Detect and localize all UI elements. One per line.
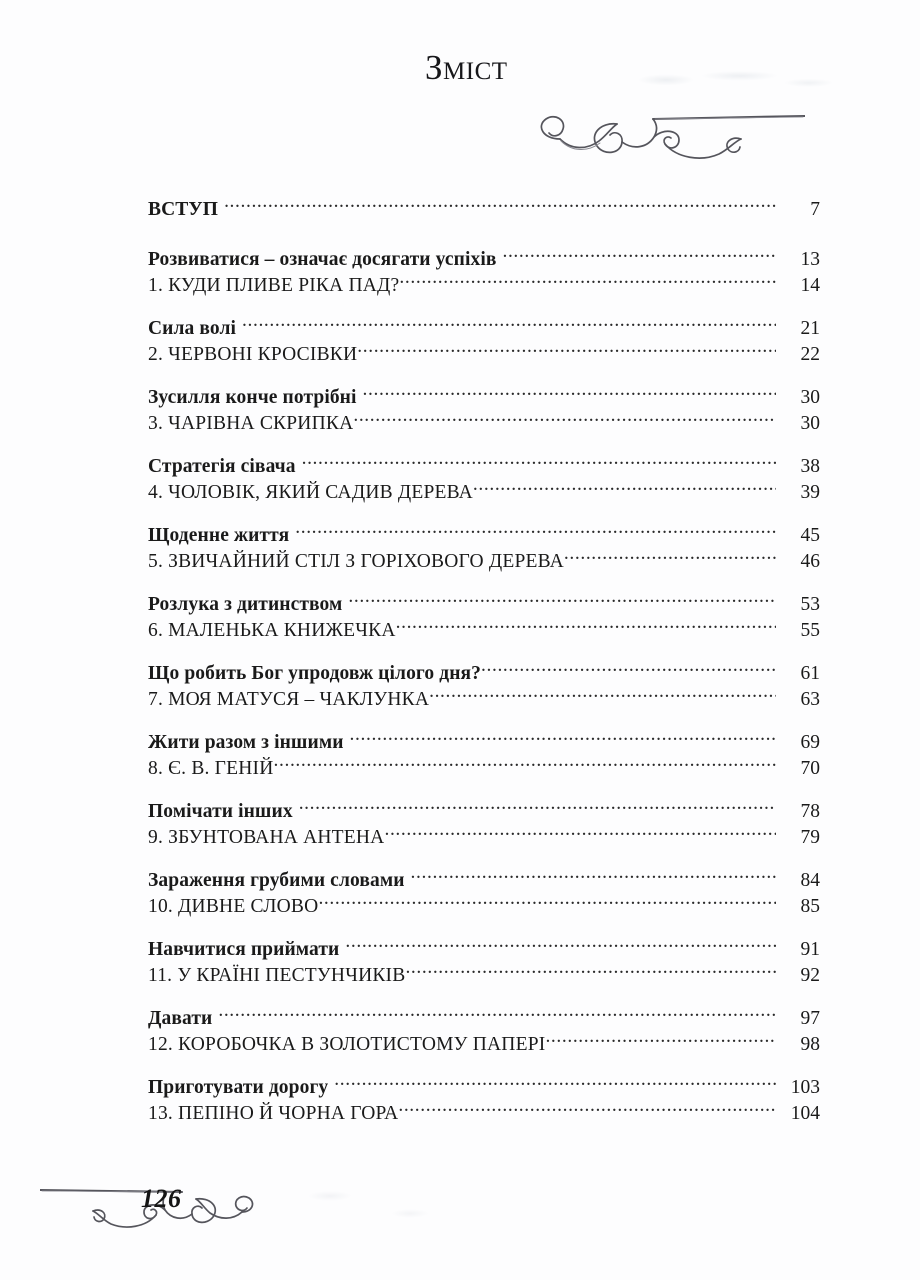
toc-entry[interactable] (148, 653, 820, 684)
toc-entry-label: 11. У КРАЇНІ ПЕСТУНЧИКІВ (148, 965, 406, 986)
page-footer (0, 1160, 920, 1280)
toc-dot-leader (384, 817, 776, 843)
toc-group (148, 653, 820, 710)
page-header (0, 0, 920, 180)
toc-entry-label: 2. ЧЕРВОНІ КРОСІВКИ (148, 344, 358, 365)
toc-group (148, 791, 820, 848)
toc-group (148, 189, 820, 220)
toc-dot-leader (334, 1067, 776, 1093)
toc-entry[interactable] (148, 515, 820, 546)
flourish-ornament-icon (505, 92, 805, 172)
toc-entry-label: Жити разом з іншими (148, 732, 344, 753)
toc-entry-page-number: 53 (800, 594, 820, 615)
toc-entry-label: Приготувати дорогу (148, 1077, 329, 1098)
toc-entry-label: Помічати інших (148, 801, 293, 822)
toc-entry-label: Зусилля конче потрібні (148, 387, 357, 408)
toc-entry-label: Розвиватися – означає досягати успіхів (148, 249, 497, 270)
toc-dot-leader (224, 189, 776, 215)
toc-entry-page-number: 21 (800, 318, 820, 339)
page-title: Зміст (425, 48, 508, 87)
toc-entry-label: 10. ДИВНЕ СЛОВО (148, 896, 319, 917)
toc-entry-label: 5. ЗВИЧАЙНИЙ СТІЛ З ГОРІХОВОГО ДЕРЕВА (148, 551, 564, 572)
toc-entry-page-number: 98 (800, 1034, 820, 1055)
toc-group (148, 239, 820, 296)
toc-entry-page-number: 55 (800, 620, 820, 641)
toc-entry[interactable] (148, 860, 820, 891)
toc-dot-leader (429, 679, 776, 705)
toc-entry[interactable] (148, 791, 820, 822)
toc-entry-page-number: 13 (800, 249, 820, 270)
toc-entry[interactable] (148, 446, 820, 477)
toc-entry-label: 12. КОРОБОЧКА В ЗОЛОТИСТОМУ ПАПЕРІ (148, 1034, 546, 1055)
toc-entry[interactable] (148, 584, 820, 615)
toc-group (148, 584, 820, 641)
toc-entry-page-number: 97 (800, 1008, 820, 1029)
toc-entry-page-number: 69 (800, 732, 820, 753)
toc-dot-leader (318, 886, 776, 912)
toc-entry-page-number: 78 (800, 801, 820, 822)
toc-entry-label: 6. МАЛЕНЬКА КНИЖЕЧКА (148, 620, 396, 641)
toc-entry-label: Сила волі (148, 318, 237, 339)
toc-entry-label: Розлука з дитинством (148, 594, 343, 615)
toc-entry-page-number: 63 (800, 689, 820, 710)
toc-group (148, 446, 820, 503)
toc-entry-page-number: 84 (800, 870, 820, 891)
toc-dot-leader (350, 722, 776, 748)
toc-entry-label: ВСТУП (148, 199, 219, 220)
toc-entry-label: Давати (148, 1008, 213, 1029)
table-of-contents (148, 189, 820, 1136)
toc-entry-page-number: 14 (800, 275, 820, 296)
toc-dot-leader (398, 1093, 776, 1119)
toc-dot-leader (564, 541, 776, 567)
toc-entry-page-number: 61 (800, 663, 820, 684)
toc-entry-page-number: 103 (790, 1077, 820, 1098)
toc-dot-leader (345, 929, 776, 955)
toc-entry[interactable] (148, 1024, 820, 1055)
toc-entry[interactable] (148, 722, 820, 753)
toc-dot-leader (218, 998, 776, 1024)
toc-group (148, 860, 820, 917)
toc-entry-label: 13. ПЕПІНО Й ЧОРНА ГОРА (148, 1103, 399, 1124)
toc-dot-leader (348, 584, 776, 610)
toc-dot-leader (473, 472, 776, 498)
toc-entry-label: Навчитися приймати (148, 939, 340, 960)
toc-entry[interactable] (148, 1067, 820, 1098)
toc-entry-label: Стратегія сівача (148, 456, 296, 477)
toc-dot-leader (363, 377, 776, 403)
toc-dot-leader (545, 1024, 776, 1050)
toc-entry-page-number: 91 (800, 939, 820, 960)
toc-entry-page-number: 39 (800, 482, 820, 503)
toc-entry-page-number: 30 (800, 413, 820, 434)
toc-dot-leader (399, 265, 776, 291)
toc-group (148, 308, 820, 365)
toc-entry-label: Що робить Бог упродовж цілого дня? (148, 663, 482, 684)
toc-entry-label: 3. ЧАРІВНА СКРИПКА (148, 413, 354, 434)
toc-dot-leader (242, 308, 776, 334)
toc-entry[interactable] (148, 998, 820, 1029)
toc-entry-label: Зараження грубими словами (148, 870, 405, 891)
toc-entry-page-number: 79 (800, 827, 820, 848)
toc-entry-label: 9. ЗБУНТОВАНА АНТЕНА (148, 827, 385, 848)
toc-entry[interactable] (148, 239, 820, 270)
toc-dot-leader (481, 653, 776, 679)
toc-group (148, 377, 820, 434)
toc-entry[interactable] (148, 929, 820, 960)
toc-dot-leader (274, 748, 776, 774)
toc-group (148, 929, 820, 986)
toc-entry-page-number: 70 (800, 758, 820, 779)
toc-entry[interactable] (148, 377, 820, 408)
toc-entry-label: 7. МОЯ МАТУСЯ – ЧАКЛУНКА (148, 689, 430, 710)
toc-group (148, 998, 820, 1055)
toc-entry-page-number: 38 (800, 456, 820, 477)
toc-dot-leader (299, 791, 776, 817)
footer-page-number: 126 (141, 1184, 182, 1213)
toc-entry-label: 4. ЧОЛОВІК, ЯКИЙ САДИВ ДЕРЕВА (148, 482, 473, 503)
toc-dot-leader (502, 239, 776, 265)
toc-entry-page-number: 46 (800, 551, 820, 572)
toc-entry[interactable] (148, 308, 820, 339)
toc-entry-page-number: 30 (800, 387, 820, 408)
toc-entry-page-number: 7 (810, 199, 820, 220)
toc-group (148, 1067, 820, 1124)
toc-entry-label: Щоденне життя (148, 525, 290, 546)
toc-dot-leader (396, 610, 776, 636)
toc-entry-page-number: 85 (800, 896, 820, 917)
toc-dot-leader (405, 955, 776, 981)
toc-group (148, 722, 820, 779)
toc-entry-page-number: 104 (790, 1103, 820, 1124)
toc-dot-leader (411, 860, 776, 886)
toc-entry-label: 1. КУДИ ПЛИВЕ РІКА ПАД? (148, 275, 400, 296)
toc-entry[interactable] (148, 334, 820, 365)
toc-entry-page-number: 22 (800, 344, 820, 365)
toc-entry-label: 8. Є. В. ГЕНІЙ (148, 758, 274, 779)
toc-entry-page-number: 92 (800, 965, 820, 986)
toc-entry-page-number: 45 (800, 525, 820, 546)
toc-dot-leader (302, 446, 776, 472)
toc-dot-leader (353, 403, 776, 429)
toc-entry[interactable] (148, 189, 820, 220)
toc-dot-leader (357, 334, 776, 360)
toc-group (148, 515, 820, 572)
toc-dot-leader (295, 515, 776, 541)
